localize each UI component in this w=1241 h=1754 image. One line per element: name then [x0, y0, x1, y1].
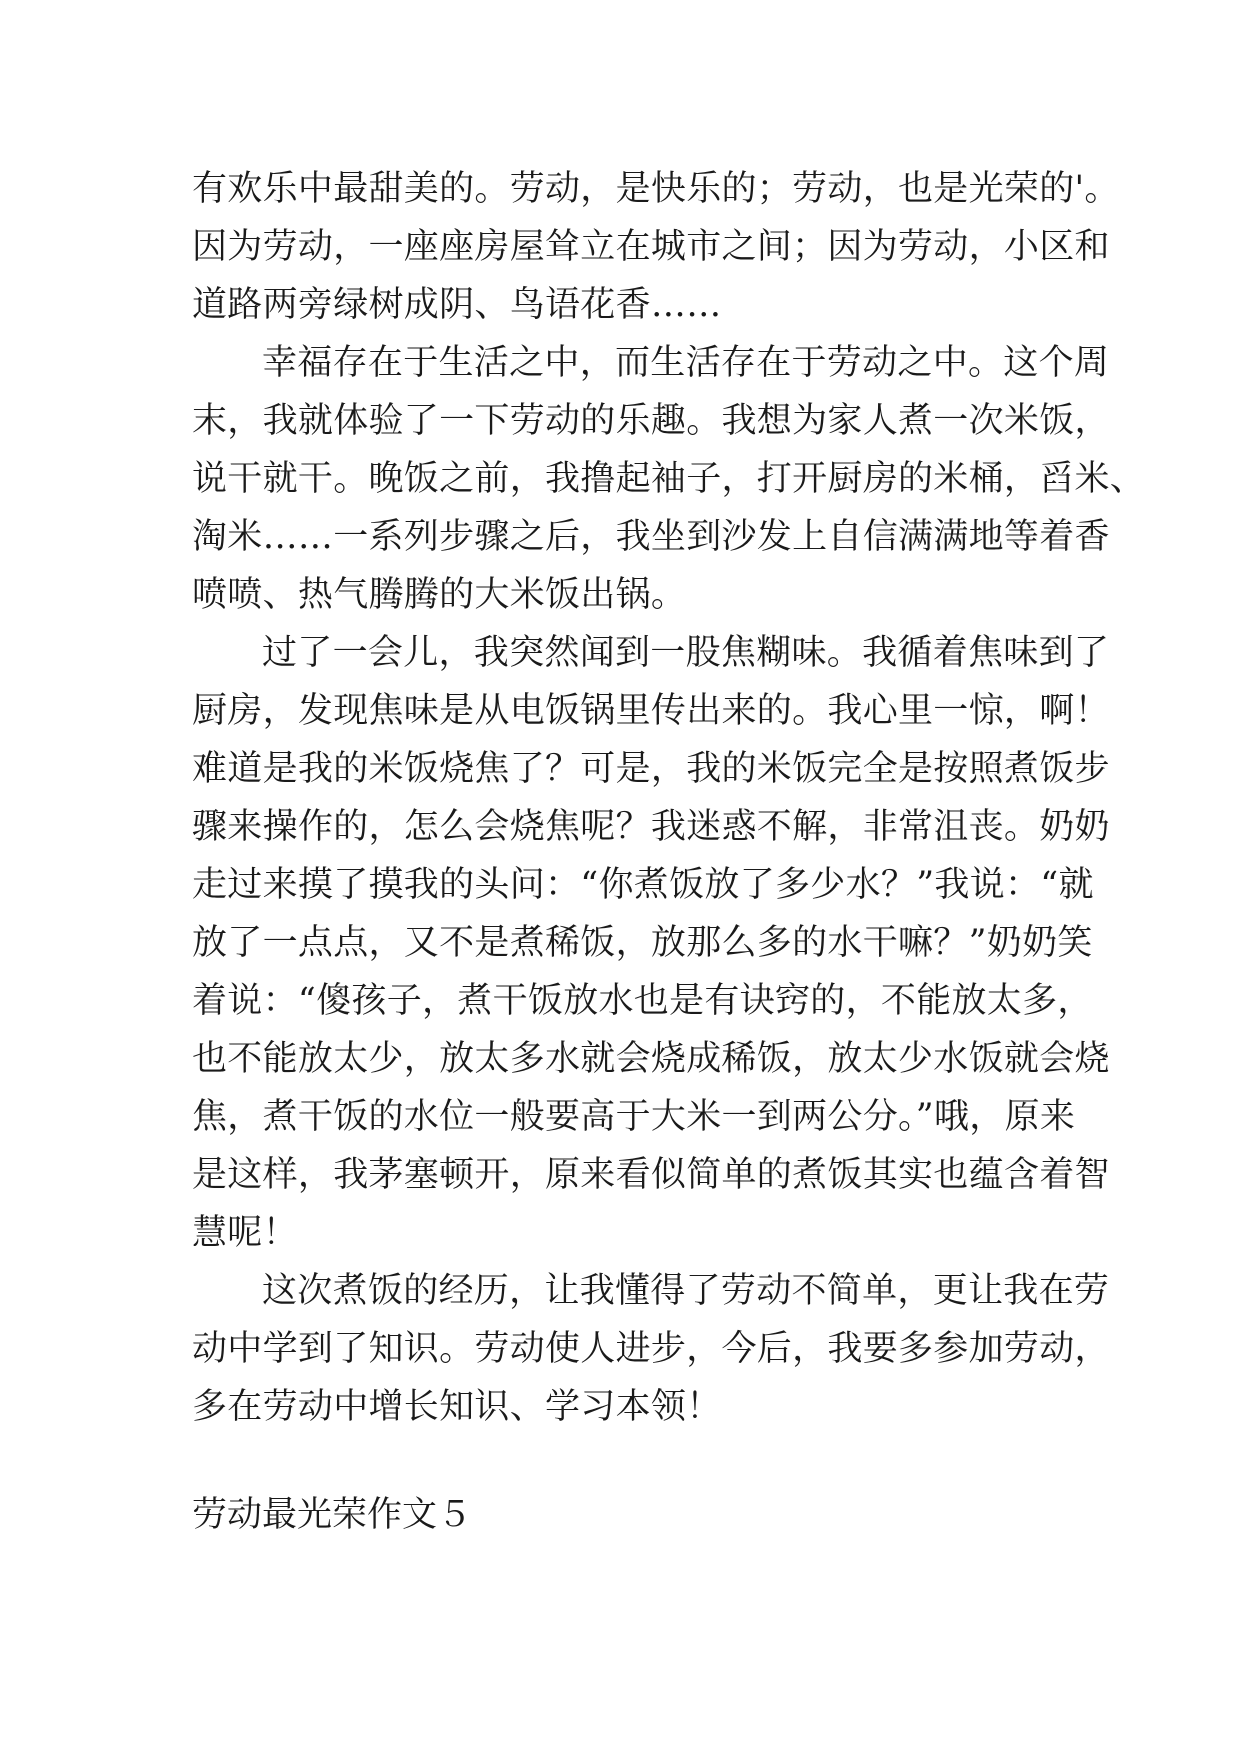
paragraph-line: 幸福存在于生活之中，而生活存在于劳动之中。这个周 [262, 343, 1110, 383]
paragraph-line: 说干就干。晚饭之前，我撸起袖子，打开厨房的米桶，舀米、 [192, 459, 1146, 499]
paragraph-line: 道路两旁绿树成阴、鸟语花香…… [192, 285, 722, 325]
paragraph-line: 焦，煮干饭的水位一般要高于大米一到两公分。”哦，原来 [192, 1097, 1076, 1137]
paragraph-line: 因为劳动，一座座房屋耸立在城市之间；因为劳动，小区和 [192, 227, 1110, 267]
paragraph-line: 慧呢！ [192, 1213, 298, 1253]
paragraph-line: 末，我就体验了一下劳动的乐趣。我想为家人煮一次米饭， [192, 401, 1110, 441]
paragraph-line: 这次煮饭的经历，让我懂得了劳动不简单，更让我在劳 [262, 1271, 1110, 1311]
paragraph-line: 过了一会儿，我突然闻到一股焦糊味。我循着焦味到了 [262, 633, 1110, 673]
paragraph-line: 骤来操作的，怎么会烧焦呢？我迷惑不解，非常沮丧。奶奶 [192, 807, 1110, 847]
paragraph-line: 走过来摸了摸我的头问：“你煮饭放了多少水？”我说：“就 [192, 865, 1094, 905]
paragraph-4 [192, 1262, 1110, 1436]
paragraph-line: 也不能放太少，放太多水就会烧成稀饭，放太少水饭就会烧 [192, 1039, 1110, 1079]
paragraph-line: 有欢乐中最甜美的。劳动，是快乐的；劳动，也是光荣的'。 [192, 169, 1120, 209]
paragraph-line: 多在劳动中增长知识、学习本领！ [192, 1387, 722, 1427]
paragraph-1 [192, 160, 1120, 334]
paragraph-3 [192, 624, 1110, 1262]
section-heading: 劳动最光荣作文５ [192, 1495, 473, 1535]
document-body [192, 160, 1146, 1436]
paragraph-2 [192, 334, 1146, 624]
paragraph-line: 淘米……一系列步骤之后，我坐到沙发上自信满满地等着香 [192, 517, 1110, 557]
paragraph-line: 放了一点点，又不是煮稀饭，放那么多的水干嘛？”奶奶笑 [192, 923, 1093, 963]
paragraph-line: 喷喷、热气腾腾的大米饭出锅。 [192, 575, 687, 615]
paragraph-line: 着说：“傻孩子，煮干饭放水也是有诀窍的，不能放太多， [192, 981, 1093, 1021]
paragraph-line: 厨房，发现焦味是从电饭锅里传出来的。我心里一惊，啊！ [192, 691, 1110, 731]
paragraph-line: 难道是我的米饭烧焦了？可是，我的米饭完全是按照煮饭步 [192, 749, 1110, 789]
paragraph-line: 动中学到了知识。劳动使人进步，今后，我要多参加劳动， [192, 1329, 1110, 1369]
paragraph-line: 是这样，我茅塞顿开，原来看似简单的煮饭其实也蕴含着智 [192, 1155, 1110, 1195]
